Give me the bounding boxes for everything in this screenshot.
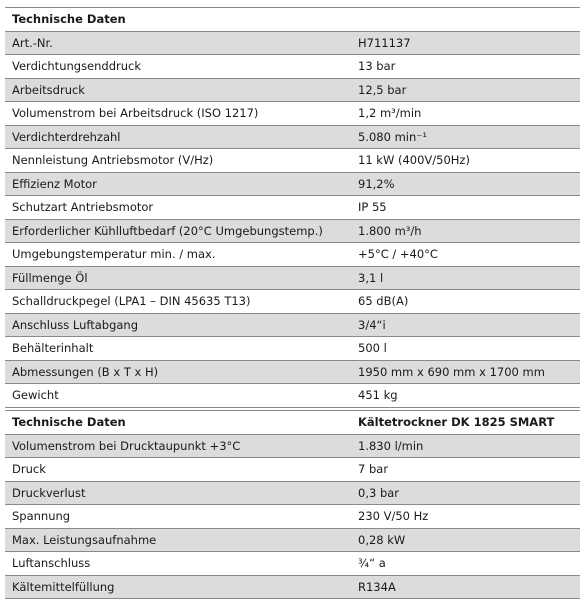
property-value: 1.830 l/min (350, 434, 580, 458)
property-label: Kältemittelfüllung (5, 575, 350, 599)
property-label: Volumenstrom bei Arbeitsdruck (ISO 1217) (5, 102, 350, 126)
property-label: Druckverlust (5, 481, 350, 505)
property-value: 91,2% (350, 172, 580, 196)
property-label: Verdichterdrehzahl (5, 125, 350, 149)
table-row (5, 219, 580, 243)
property-value: 1,2 m³/min (350, 102, 580, 126)
property-value: 230 V/50 Hz (350, 505, 580, 529)
property-label: Art.-Nr. (5, 31, 350, 55)
property-value: 0,28 kW (350, 528, 580, 552)
property-label: Füllmenge Öl (5, 266, 350, 290)
table-title: Technische Daten (5, 411, 350, 435)
property-value: R134A (350, 575, 580, 599)
dryer-data-table (5, 410, 580, 599)
property-value: 3/4“i (350, 313, 580, 337)
table-row (5, 505, 580, 529)
property-value: 5.080 min⁻¹ (350, 125, 580, 149)
property-label: Schalldruckpegel (LPA1 – DIN 45635 T13) (5, 290, 350, 314)
technical-data-body (5, 8, 580, 408)
table-row (5, 481, 580, 505)
property-label: Behälterinhalt (5, 337, 350, 361)
table-row (5, 575, 580, 599)
table-row (5, 125, 580, 149)
table-row (5, 313, 580, 337)
property-label: Umgebungstemperatur min. / max. (5, 243, 350, 267)
property-value: 500 l (350, 337, 580, 361)
table-title: Technische Daten (5, 8, 580, 32)
table-row (5, 78, 580, 102)
property-value: ¾“ a (350, 552, 580, 576)
property-value: 11 kW (400V/50Hz) (350, 149, 580, 173)
table-row (5, 196, 580, 220)
table-row (5, 552, 580, 576)
table-row (5, 266, 580, 290)
property-value: 65 dB(A) (350, 290, 580, 314)
property-label: Abmessungen (B x T x H) (5, 360, 350, 384)
table-row (5, 290, 580, 314)
table-row (5, 434, 580, 458)
table-row (5, 458, 580, 482)
property-label: Verdichtungsenddruck (5, 55, 350, 79)
table-row (5, 149, 580, 173)
property-label: Erforderlicher Kühlluftbedarf (20°C Umgebungstemp.) (5, 219, 350, 243)
property-label: Spannung (5, 505, 350, 529)
property-label: Max. Leistungsaufnahme (5, 528, 350, 552)
table-row (5, 102, 580, 126)
table-row (5, 360, 580, 384)
property-label: Gewicht (5, 384, 350, 408)
property-label: Schutzart Antriebsmotor (5, 196, 350, 220)
property-label: Luftanschluss (5, 552, 350, 576)
table-row (5, 384, 580, 408)
table-row (5, 337, 580, 361)
dryer-data-body (5, 411, 580, 599)
property-value: 12,5 bar (350, 78, 580, 102)
property-label: Arbeitsdruck (5, 78, 350, 102)
property-value: H711137 (350, 31, 580, 55)
property-value: 1.800 m³/h (350, 219, 580, 243)
property-value: +5°C / +40°C (350, 243, 580, 267)
table-row (5, 528, 580, 552)
property-label: Effizienz Motor (5, 172, 350, 196)
property-value: 3,1 l (350, 266, 580, 290)
property-label: Volumenstrom bei Drucktaupunkt +3°C (5, 434, 350, 458)
property-value: 7 bar (350, 458, 580, 482)
property-value: 0,3 bar (350, 481, 580, 505)
product-name: Kältetrockner DK 1825 SMART (350, 411, 580, 435)
property-value: 451 kg (350, 384, 580, 408)
property-label: Anschluss Luftabgang (5, 313, 350, 337)
property-value: 1950 mm x 690 mm x 1700 mm (350, 360, 580, 384)
property-value: IP 55 (350, 196, 580, 220)
property-label: Druck (5, 458, 350, 482)
table-row (5, 55, 580, 79)
table-row (5, 243, 580, 267)
table-row (5, 31, 580, 55)
table-row (5, 172, 580, 196)
property-value: 13 bar (350, 55, 580, 79)
property-label: Nennleistung Antriebsmotor (V/Hz) (5, 149, 350, 173)
table-header-row (5, 8, 580, 32)
technical-data-table (5, 7, 580, 408)
table-header-row (5, 411, 580, 435)
